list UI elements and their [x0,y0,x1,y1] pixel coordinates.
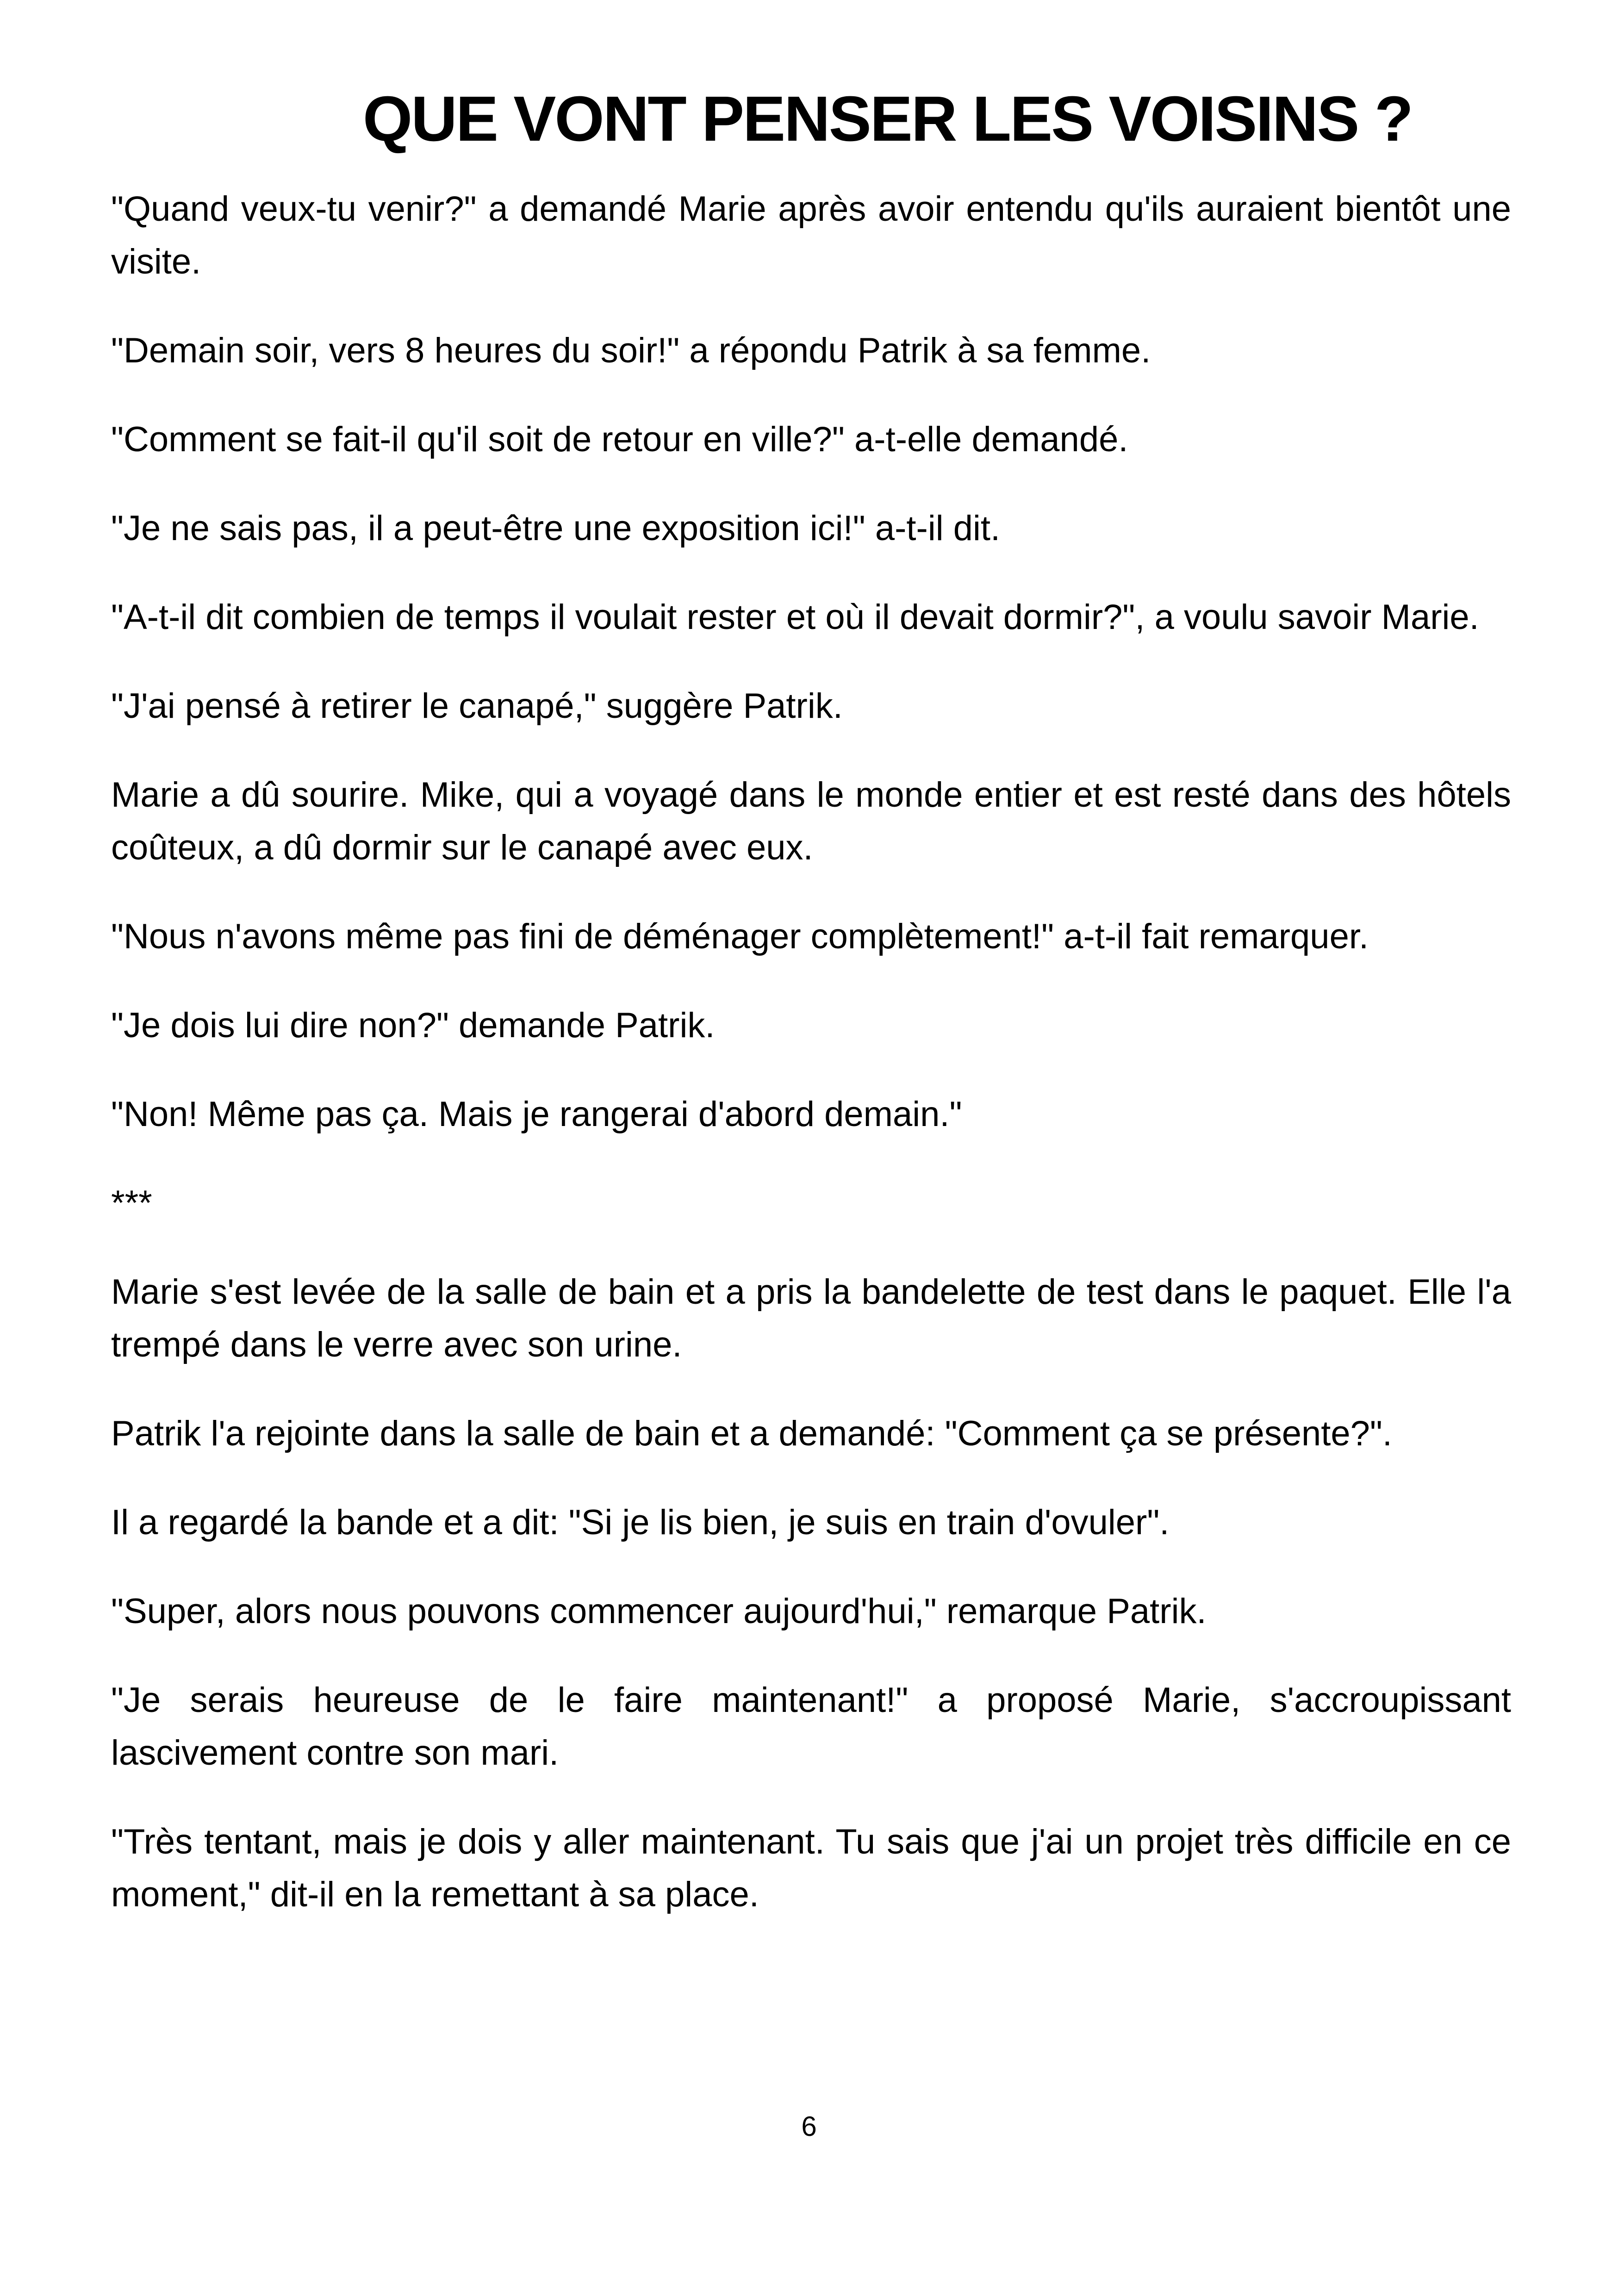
paragraph-9: "Je dois lui dire non?" demande Patrik. [111,1006,715,1045]
paragraph-13: Il a regardé la bande et a dit: "Si je lis bien, je suis en train d'ovuler". [111,1503,1170,1542]
paragraph-6: "J'ai pensé à retirer le canapé," suggère Patrik. [111,686,843,726]
paragraph-2: "Demain soir, vers 8 heures du soir!" a répondu Patrik à sa femme. [111,331,1151,370]
paragraph-3: "Comment se fait-il qu'il soit de retour en ville?" a-t-elle demandé. [111,420,1128,459]
section-separator: *** [111,1183,152,1223]
paragraph-5: "A-t-il dit combien de temps il voulait rester et où il devait dormir?", a voulu savoir Marie. [111,597,1479,637]
paragraph-4: "Je ne sais pas, il a peut-être une exposition ici!" a-t-il dit. [111,509,1001,548]
paragraph-15: "Je serais heureuse de le faire maintenant!" a proposé Marie, s'accroupissant lascivement contre son mari. [111,1680,1511,1773]
document-body [111,183,1511,1957]
paragraph-7: Marie a dû sourire. Mike, qui a voyagé dans le monde entier et est resté dans des hôtels coûteux, a dû dormir sur le canapé avec eux. [111,775,1511,867]
paragraph-14: "Super, alors nous pouvons commencer aujourd'hui," remarque Patrik. [111,1592,1207,1631]
paragraph-1: "Quand veux-tu venir?" a demandé Marie après avoir entendu qu'ils auraient bientôt une visite. [111,189,1511,281]
paragraph-10: "Non! Même pas ça. Mais je rangerai d'abord demain." [111,1095,962,1134]
paragraph-16: "Très tentant, mais je dois y aller maintenant. Tu sais que j'ai un projet très difficile en ce moment," dit-il en la remettant à sa place. [111,1822,1511,1914]
paragraph-8: "Nous n'avons même pas fini de déménager complètement!" a-t-il fait remarquer. [111,917,1369,956]
page-title: QUE VONT PENSER LES VOISINS ? [362,83,1413,155]
paragraph-11: Marie s'est levée de la salle de bain et a pris la bandelette de test dans le paquet. Elle l'a trempé dans le verre avec son urine. [111,1272,1511,1364]
paragraph-12: Patrik l'a rejointe dans la salle de bain et a demandé: "Comment ça se présente?". [111,1414,1393,1453]
page-number: 6 [801,2111,817,2142]
